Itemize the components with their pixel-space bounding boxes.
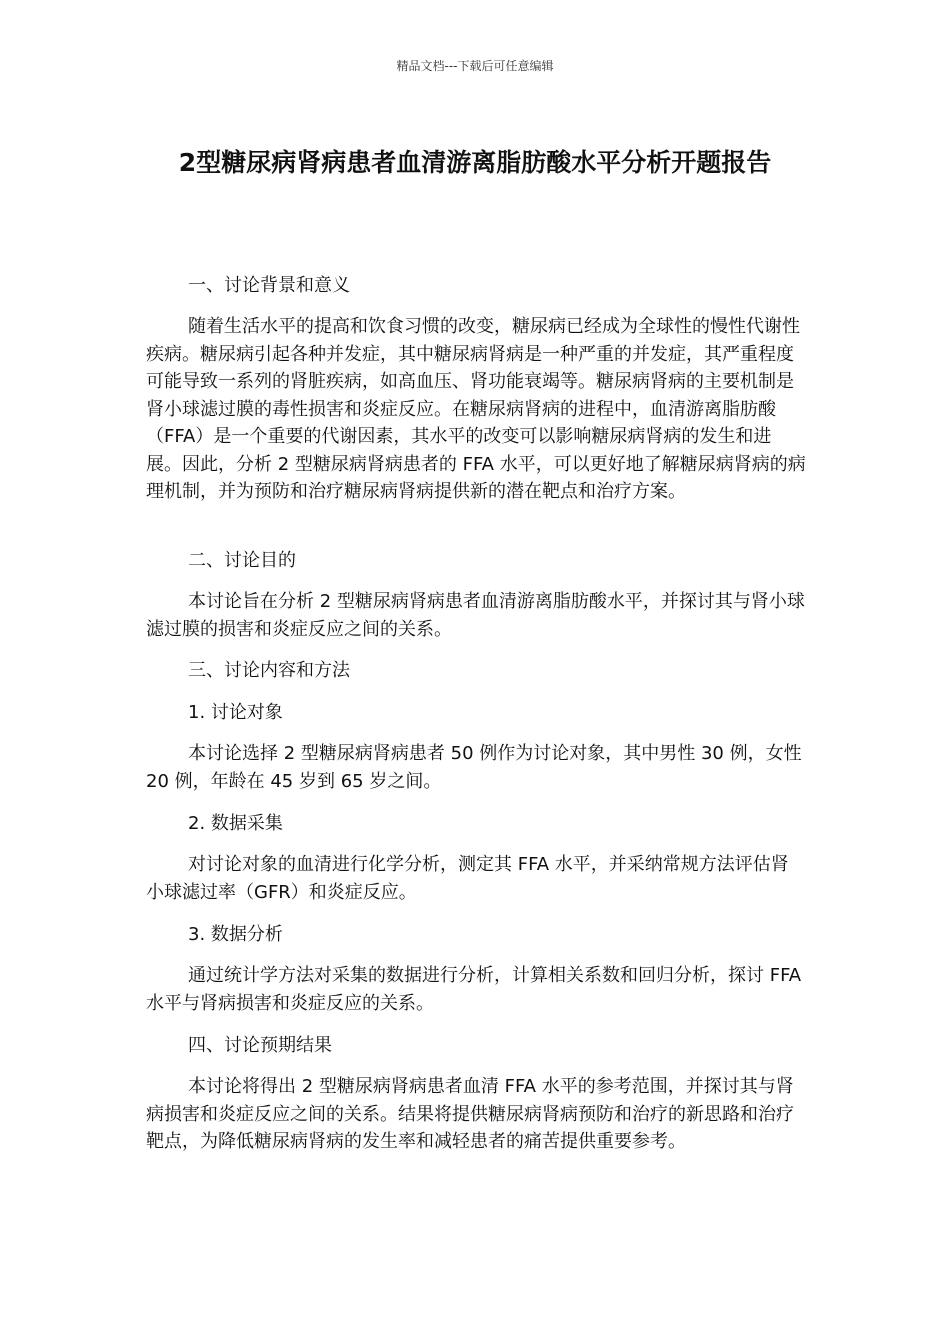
section-heading-purpose: 二、讨论目的 bbox=[188, 550, 296, 571]
paragraph-results: 本讨论将得出 2 型糖尿病肾病患者血清 FFA 水平的参考范围，并探讨其与肾病损害和炎症反应之间的关系。结果将提供糖尿病肾病预防和治疗的新思路和治疗靶点，为降低糖尿病肾病的发生率和减轻患者的痛苦提供重要参考。 bbox=[146, 1076, 794, 1152]
paragraph-background: 随着生活水平的提高和饮食习惯的改变，糖尿病已经成为全球性的慢性代谢性疾病。糖尿病引起各种并发症，其中糖尿病肾病是一种严重的并发症，其严重程度可能导致一系列的肾脏疾病，如高血压、肾功能衰竭等。糖尿病肾病的主要机制是肾小球滤过膜的毒性损害和炎症反应。在糖尿病肾病的进程中，血清游离脂肪酸（FFA）是一个重要的代谢因素，其水平的改变可以影响糖尿病肾病的发生和进展。因此，分析 2 型糖尿病肾病患者的 FFA 水平，可以更好地了解糖尿病肾病的病理机制，并为预防和治疗糖尿病肾病提供新的潜在靶点和治疗方案。 bbox=[146, 316, 806, 502]
paragraph-data-collection: 对讨论对象的血清进行化学分析，测定其 FFA 水平，并采纳常规方法评估肾小球滤过率（GFR）和炎症反应。 bbox=[146, 854, 789, 903]
paragraph-subjects: 本讨论选择 2 型糖尿病肾病患者 50 例作为讨论对象，其中男性 30 例，女性 20 例，年龄在 45 岁到 65 岁之间。 bbox=[146, 743, 802, 792]
section-heading-background: 一、讨论背景和意义 bbox=[188, 275, 350, 296]
header-note: 精品文档---下载后可任意编辑 bbox=[396, 59, 554, 73]
section-heading-results: 四、讨论预期结果 bbox=[188, 1035, 332, 1056]
subheading-subjects: 1. 讨论对象 bbox=[188, 702, 283, 723]
page-title: 2型糖尿病肾病患者血清游离脂肪酸水平分析开题报告 bbox=[178, 148, 772, 177]
subheading-data-collection: 2. 数据采集 bbox=[188, 813, 283, 834]
section-heading-methods: 三、讨论内容和方法 bbox=[188, 660, 350, 681]
subheading-data-analysis: 3. 数据分析 bbox=[188, 924, 283, 945]
paragraph-data-analysis: 通过统计学方法对采集的数据进行分析，计算相关系数和回归分析，探讨 FFA 水平与肾病损害和炎症反应的关系。 bbox=[146, 965, 802, 1014]
paragraph-purpose: 本讨论旨在分析 2 型糖尿病肾病患者血清游离脂肪酸水平，并探讨其与肾小球滤过膜的损害和炎症反应之间的关系。 bbox=[146, 591, 805, 640]
